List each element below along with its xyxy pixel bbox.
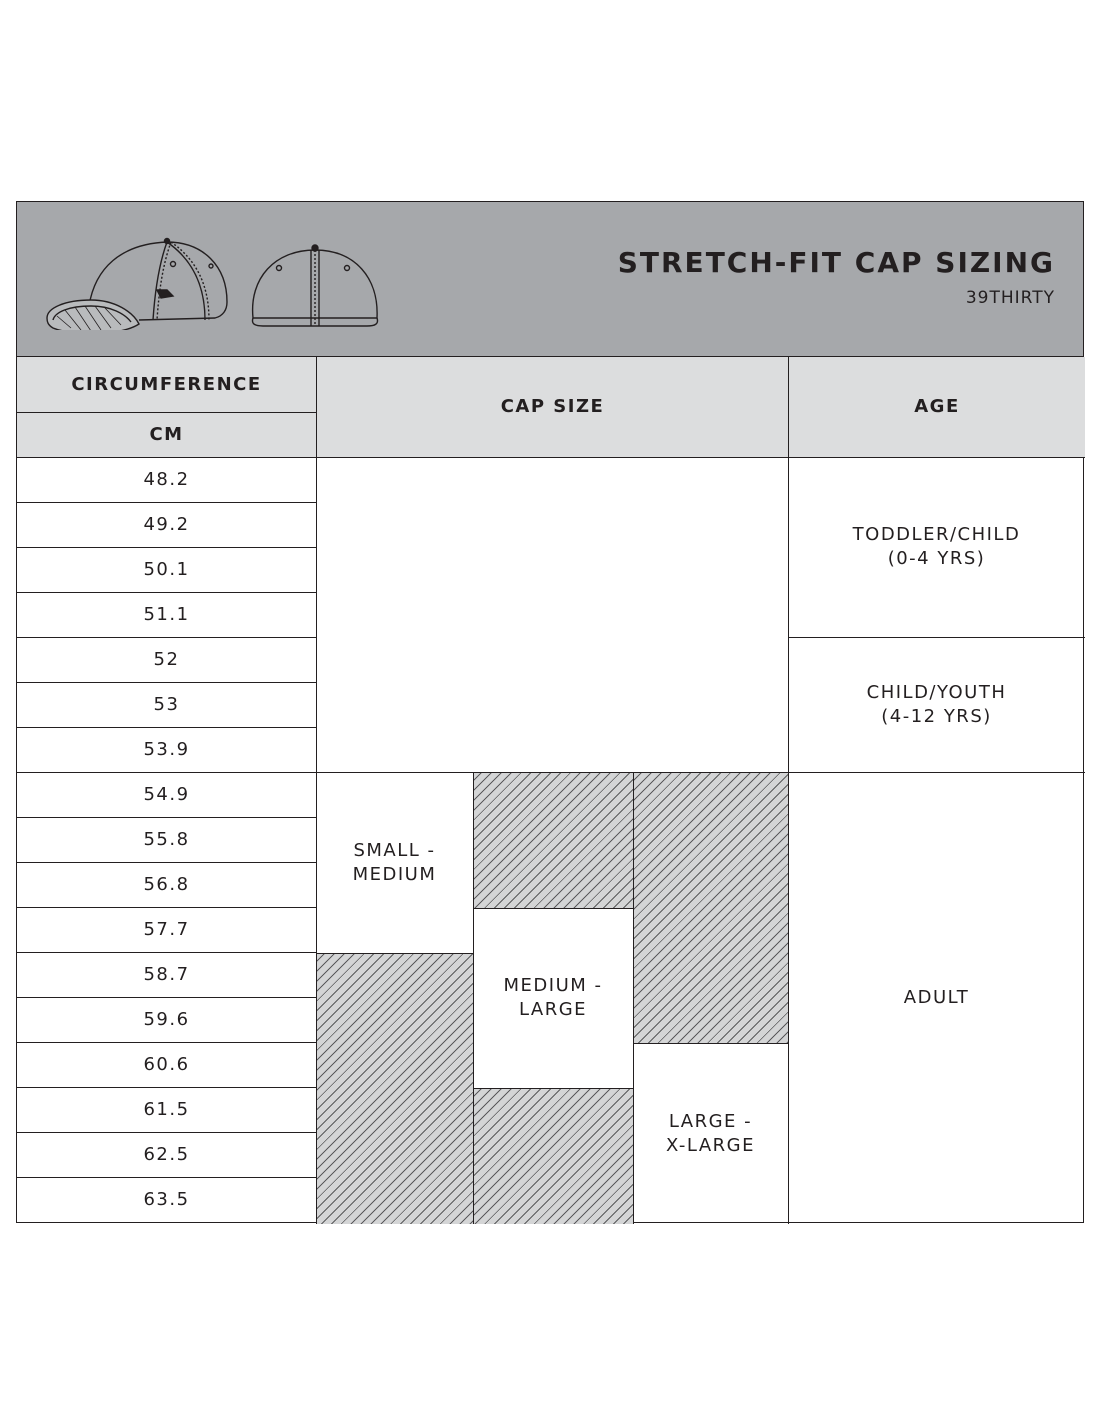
circumference-row: 61.5 [17, 1087, 316, 1132]
circumference-row: 53.9 [17, 727, 316, 772]
circumference-row: 58.7 [17, 952, 316, 997]
circumference-row: 49.2 [17, 502, 316, 547]
unavailable-hatch [316, 953, 473, 1224]
circumference-row: 54.9 [17, 772, 316, 817]
chart-banner [17, 202, 1083, 357]
age-child-youth-line2: (4-12 YRS) [881, 705, 992, 727]
circumference-row: 62.5 [17, 1132, 316, 1177]
cap-side-view-icon [47, 239, 227, 331]
circumference-row: 51.1 [17, 592, 316, 637]
age-child-youth-line1: CHILD/YOUTH [866, 681, 1007, 703]
circumference-row: 56.8 [17, 862, 316, 907]
unavailable-hatch [633, 772, 788, 1043]
age-adult: ADULT [903, 987, 970, 1008]
circumference-header: CIRCUMFERENCE [17, 357, 316, 412]
chart-subtitle: 39THIRTY [965, 288, 1055, 308]
cap-illustrations [43, 220, 383, 330]
circumference-row: 52 [17, 637, 316, 682]
circumference-row: 63.5 [17, 1177, 316, 1222]
size-grid [17, 357, 1083, 1224]
cm-header: CM [17, 412, 316, 457]
age-toddler-child [788, 457, 1085, 637]
circumference-row: 60.6 [17, 1042, 316, 1087]
size-large-xlarge-line2: X-LARGE [665, 1134, 755, 1156]
circumference-row: 57.7 [17, 907, 316, 952]
size-small-medium [316, 772, 473, 953]
circumference-row: 53 [17, 682, 316, 727]
circumference-row: 55.8 [17, 817, 316, 862]
age-toddler-child-line1: TODDLER/CHILD [852, 524, 1021, 545]
circumference-row: 50.1 [17, 547, 316, 592]
size-medium-large-line1: MEDIUM - [503, 975, 603, 996]
cap-back-view-icon [252, 245, 377, 326]
circumference-row: 59.6 [17, 997, 316, 1042]
size-chart [16, 201, 1084, 1223]
age-child-youth [788, 637, 1085, 772]
age-header: AGE [788, 357, 1085, 457]
size-medium-large-line2: LARGE [518, 999, 588, 1020]
circumference-row: 48.2 [143, 468, 190, 490]
size-large-xlarge-line1: LARGE - [668, 1110, 753, 1132]
size-small-medium-line2: MEDIUM [352, 863, 437, 885]
unavailable-hatch [473, 1088, 633, 1224]
size-small-medium-line1: SMALL - [353, 839, 436, 861]
unavailable-hatch [473, 772, 633, 908]
cap-size-header: CAP SIZE [316, 357, 788, 457]
size-large-xlarge [633, 1043, 788, 1224]
size-medium-large [473, 908, 633, 1088]
chart-title: STRETCH-FIT CAP SIZING [617, 246, 1055, 279]
age-toddler-child-line2: (0-4 YRS) [887, 548, 986, 569]
